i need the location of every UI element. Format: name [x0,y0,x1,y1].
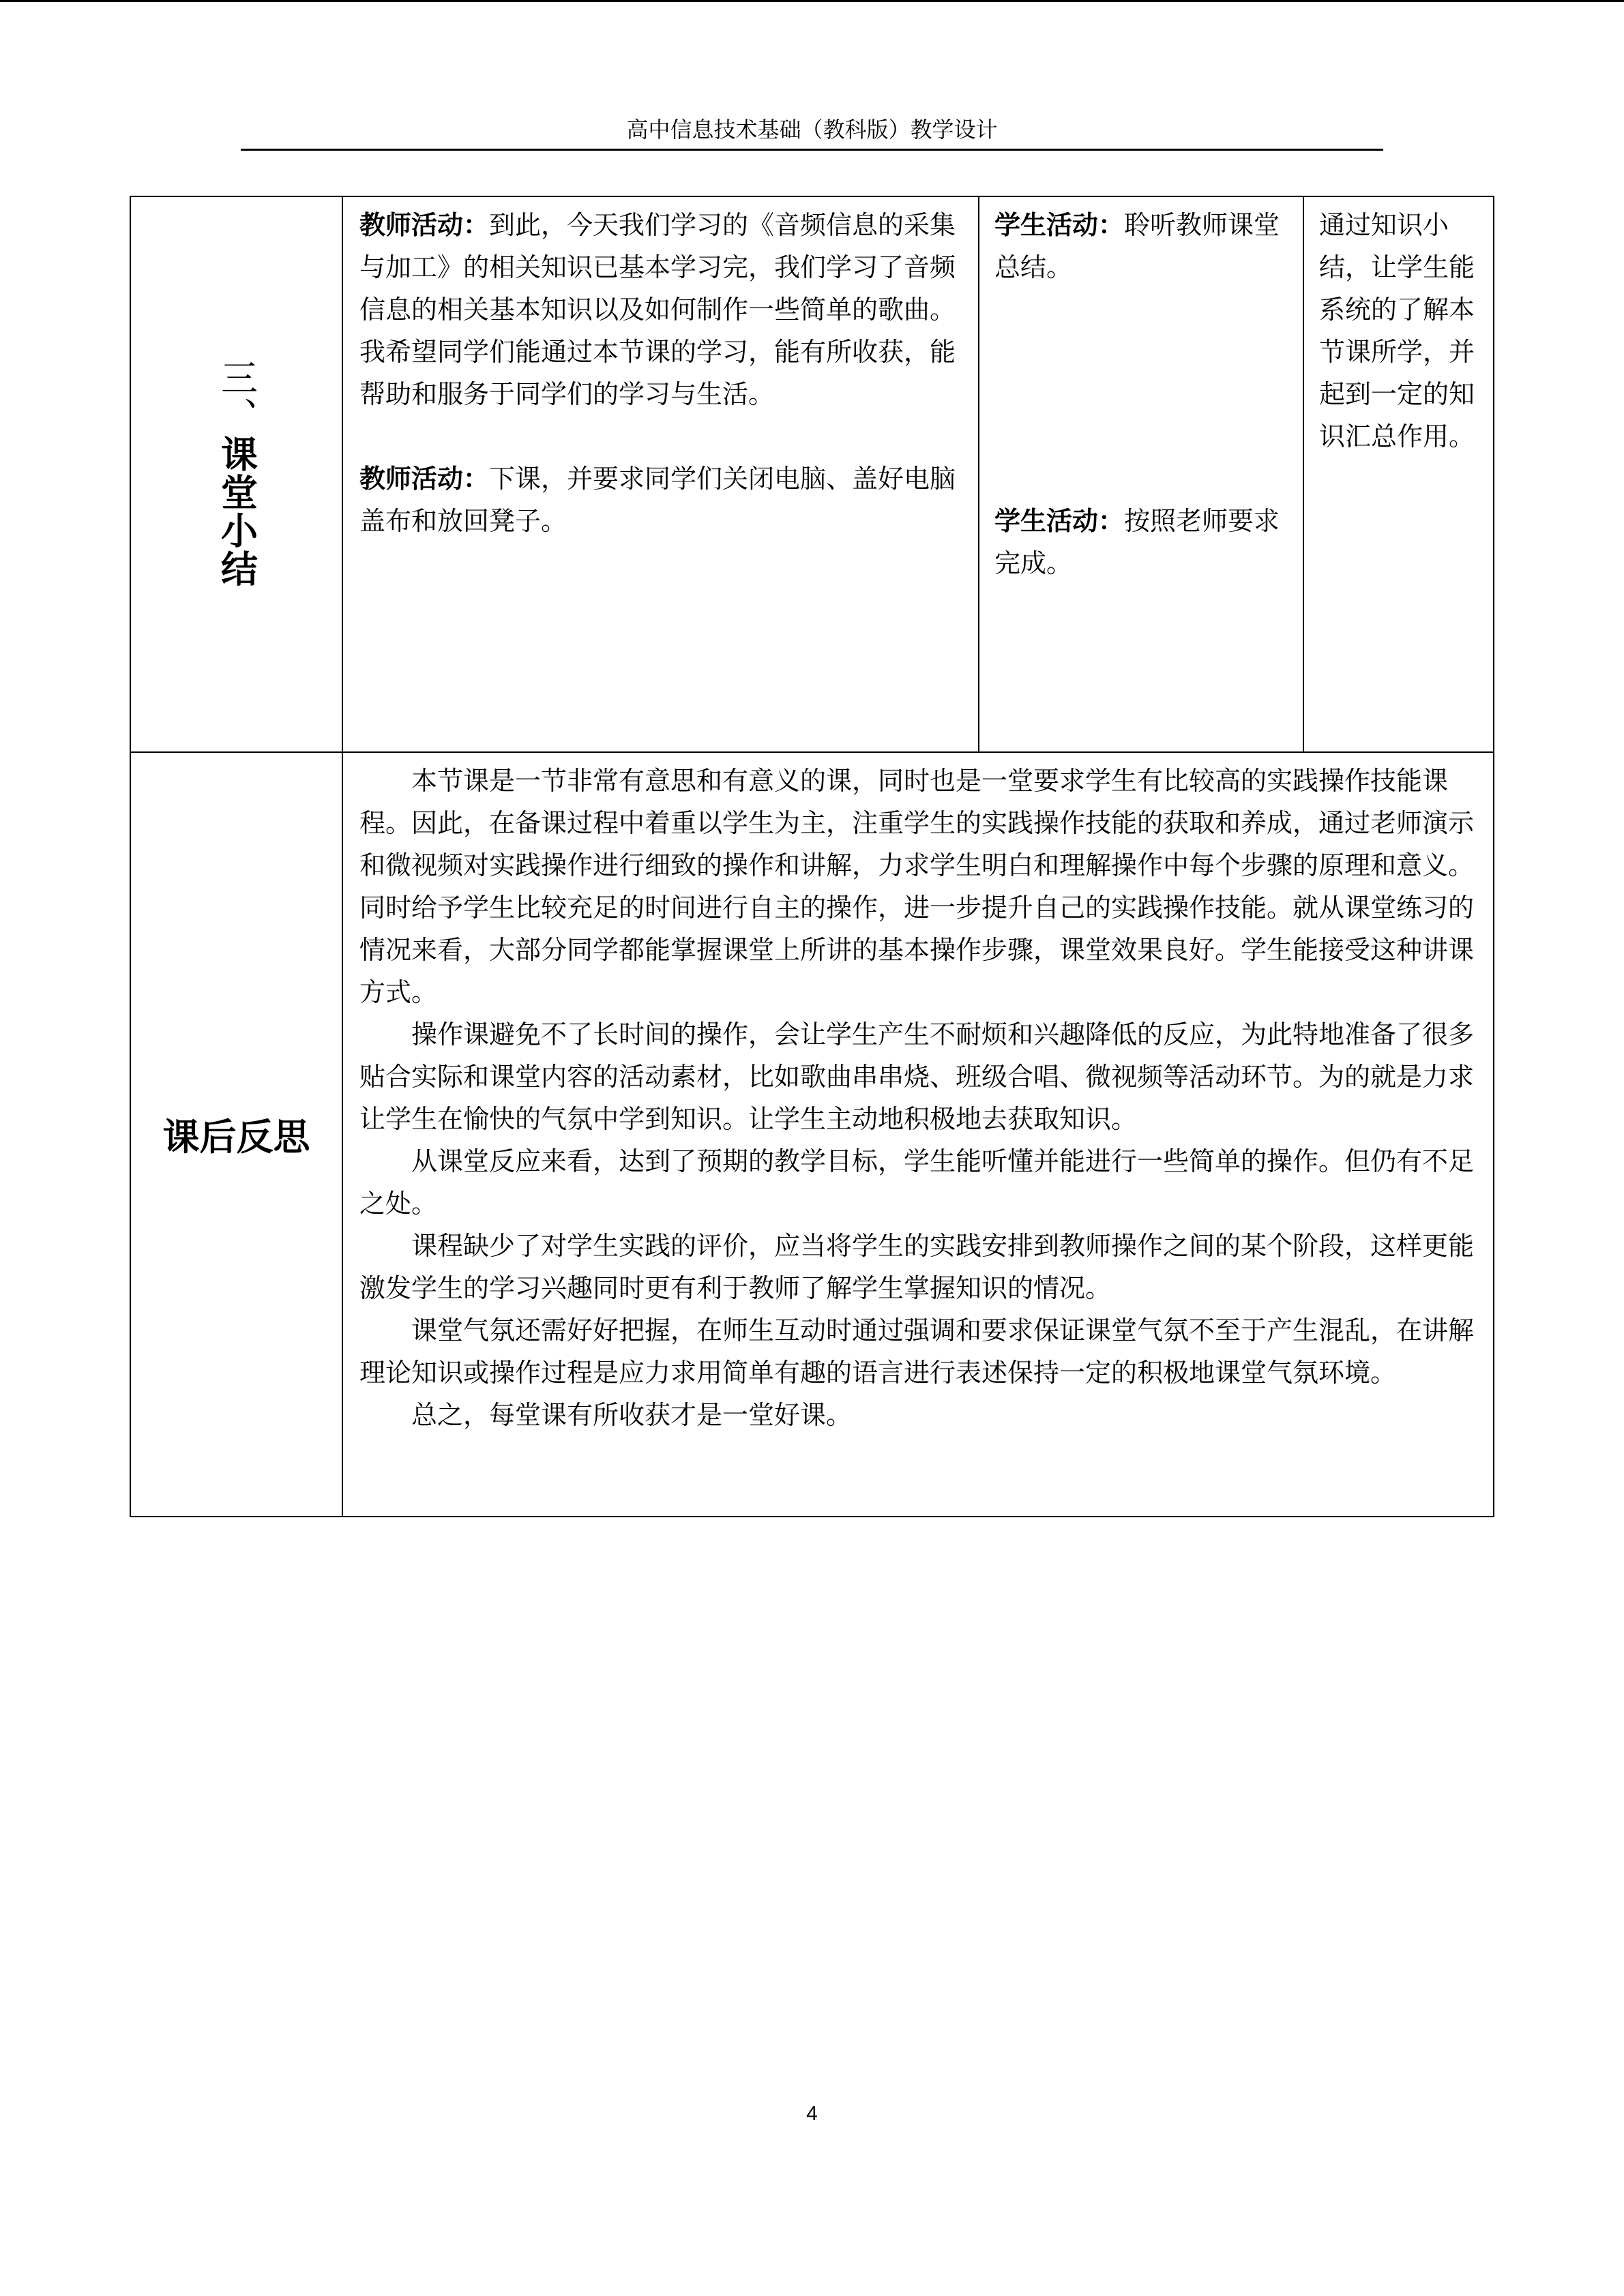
teacher-activity-1-label: 教师活动： [359,210,490,240]
summary-row [130,196,1494,752]
reflection-body-cell [342,752,1494,1517]
design-intent-cell [1303,196,1494,752]
reflection-paragraph: 操作课避免不了长时间的操作，会让学生产生不耐烦和兴趣降低的反应，为此特地准备了很多贴合实际和课堂内容的活动素材，比如歌曲串串烧、班级合唱、微视频等活动环节。为的就是力求让学生在愉快的气氛中学到知识。让学生主动地积极地去获取知识。 [359,1019,1475,1134]
stage-separator: 、 [215,396,259,435]
header-rule [241,149,1383,151]
student-activity-2-label: 学生活动： [994,506,1125,536]
student-activity-1 [994,204,1290,500]
stage-label-cell [130,196,342,752]
page-number: 4 [806,2102,818,2125]
student-activity-2 [994,500,1290,584]
stage-title: 课堂小结 [215,434,259,588]
teacher-activity-1-text: 到此，今天我们学习的《音频信息的采集与加工》的相关知识已基本学习完，我们学习了音频信息的相关基本知识以及如何制作一些简单的歌曲。我希望同学们能通过本节课的学习，能有所收获，能帮助和服务于同学们的学习与生活。 [359,210,956,409]
design-intent-text: 通过知识小结，让学生能系统的了解本节课所学，并起到一定的知识汇总作用。 [1319,210,1475,451]
reflection-paragraph: 本节课是一节非常有意思和有意义的课，同时也是一堂要求学生有比较高的实践操作技能课程。因此，在备课过程中着重以学生为主，注重学生的实践操作技能的获取和养成，通过老师演示和微视频对实践操作进行细致的操作和讲解，力求学生明白和理解操作中每个步骤的原理和意义。同时给予学生比较充足的时间进行自主的操作，进一步提升自己的实践操作技能。就从课堂练习的情况来看，大部分同学都能掌握课堂上所讲的基本操作步骤，课堂效果良好。学生能接受这种讲课方式。 [359,766,1475,1007]
reflection-paragraph: 课程缺少了对学生实践的评价，应当将学生的实践安排到教师操作之间的某个阶段，这样更能激发学生的学习兴趣同时更有利于教师了解学生掌握知识的情况。 [359,1231,1475,1303]
teacher-activity-2-text: 下课，并要求同学们关闭电脑、盖好电脑盖布和放回凳子。 [359,464,956,536]
student-activity-cell [979,196,1303,752]
stage-label [216,359,257,588]
page-top-border [0,0,1624,2]
document-header-title: 高中信息技术基础（教科版）教学设计 [626,117,998,143]
teacher-activity-2-label: 教师活动： [359,464,490,494]
stage-number: 三 [215,358,259,397]
teacher-activity-2 [359,458,966,542]
student-activity-1-text: 聆听教师课堂总结。 [994,210,1280,282]
reflection-title: 课后反思 [162,1116,310,1159]
reflection-paragraph: 总之，每堂课有所收获才是一堂好课。 [411,1400,853,1430]
reflection-paragraph: 课堂气氛还需好好把握，在师生互动时通过强调和要求保证课堂气氛不至于产生混乱，在讲解理论知识或操作过程是应力求用简单有趣的语言进行表述保持一定的积极地课堂气氛环境。 [359,1315,1475,1388]
teacher-activity-cell [342,196,979,752]
student-activity-2-text: 按照老师要求完成。 [994,506,1280,578]
reflection-paragraph: 从课堂反应来看，达到了预期的教学目标，学生能听懂并能进行一些简单的操作。但仍有不足之处。 [359,1146,1475,1219]
reflection-title-cell [130,752,342,1517]
lesson-table [130,196,1494,1517]
teacher-activity-1 [359,204,966,415]
reflection-row [130,752,1494,1517]
student-activity-1-label: 学生活动： [994,210,1125,240]
